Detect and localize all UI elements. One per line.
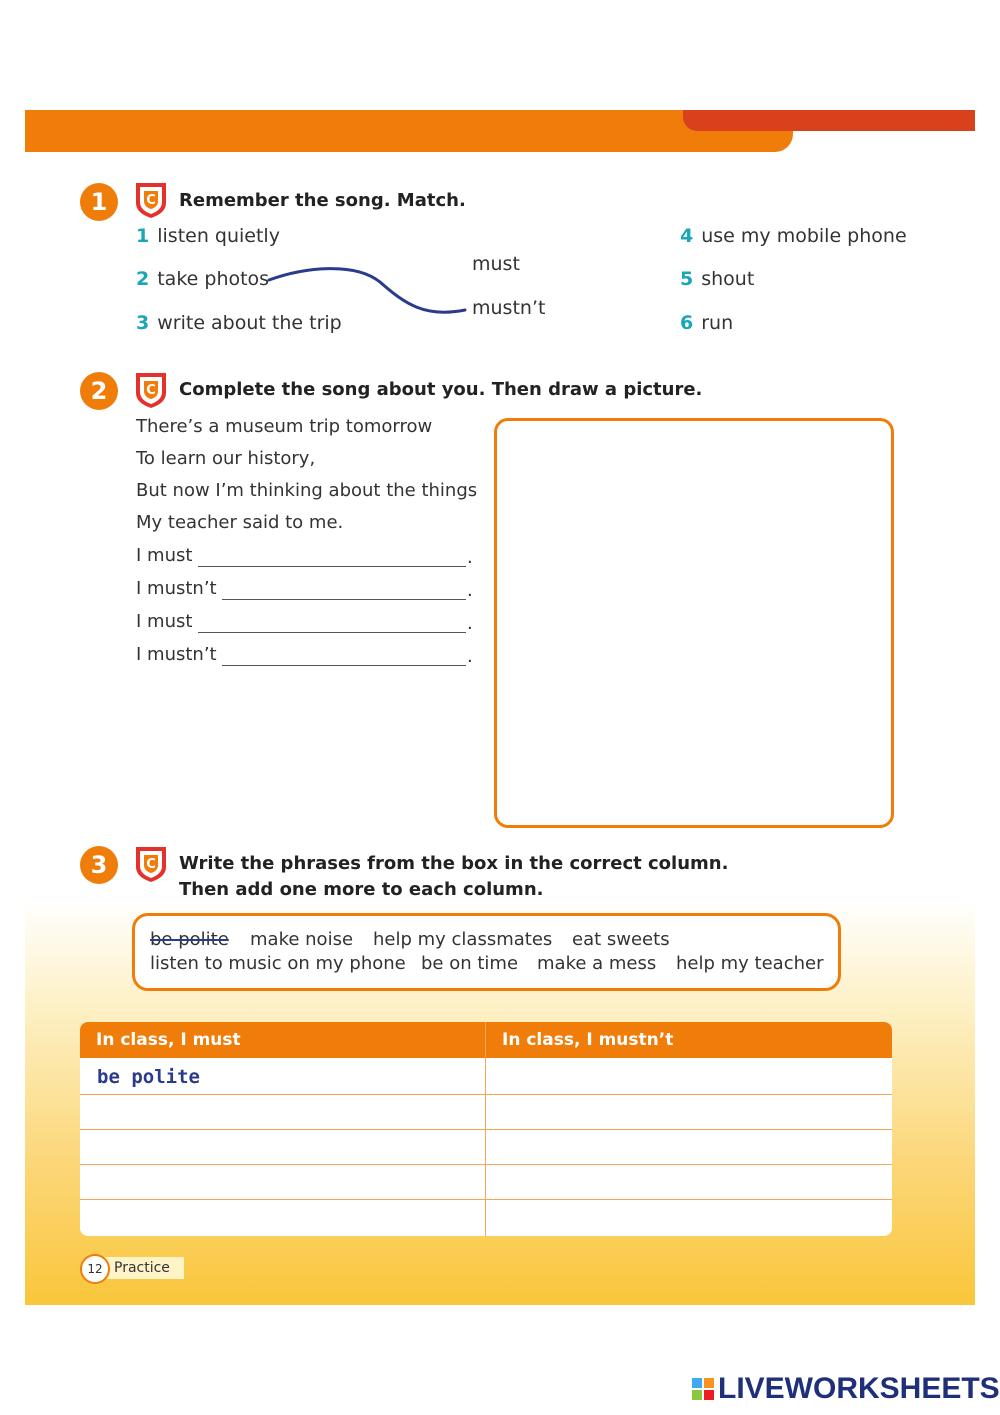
- header-bar: [25, 110, 793, 152]
- match-target-must[interactable]: must: [472, 253, 520, 275]
- table-header: [80, 1022, 892, 1058]
- item-number: 5: [680, 268, 694, 290]
- row-divider: [80, 1094, 892, 1095]
- drawing-box[interactable]: [494, 418, 894, 828]
- song-line: There’s a museum trip tomorrow: [136, 416, 433, 437]
- column-header-mustnt: In class, I mustn’t: [502, 1030, 674, 1050]
- row-divider: [80, 1164, 892, 1165]
- item-number: 6: [680, 312, 694, 334]
- answer-blank[interactable]: [198, 632, 466, 633]
- table-cell-answer[interactable]: be polite: [97, 1066, 200, 1088]
- match-item-5[interactable]: [680, 268, 754, 290]
- item-number: 1: [136, 225, 150, 247]
- song-line: But now I’m thinking about the things: [136, 480, 478, 501]
- exercise-1-instruction: Remember the song. Match.: [179, 190, 466, 211]
- column-header-must: In class, I must: [96, 1030, 241, 1050]
- exercise-3-number: 3: [80, 846, 118, 884]
- phrase-item[interactable]: help my classmates: [373, 929, 553, 950]
- exercise-1-number: 1: [80, 183, 118, 221]
- exercise-2-number: 2: [80, 372, 118, 410]
- answer-blank[interactable]: [222, 665, 466, 666]
- match-item-2[interactable]: [136, 268, 269, 290]
- exercise-3-instruction-line-2: Then add one more to each column.: [179, 879, 544, 900]
- item-text: take photos: [157, 268, 270, 290]
- phrase-box: [132, 913, 841, 991]
- match-item-6[interactable]: [680, 312, 733, 334]
- song-line: To learn our history,: [136, 448, 316, 469]
- period: .: [467, 580, 473, 601]
- item-text: listen quietly: [157, 225, 280, 247]
- match-connector-line: [265, 262, 470, 322]
- period: .: [467, 646, 473, 667]
- exercise-2-instruction: Complete the song about you. Then draw a picture.: [179, 379, 703, 400]
- period: .: [467, 547, 473, 568]
- svg-text:C: C: [146, 383, 156, 398]
- phrase-item[interactable]: help my teacher: [676, 953, 824, 974]
- phrase-item[interactable]: be polite: [150, 929, 229, 950]
- liveworksheets-brand[interactable]: LIVEWORKSHEETS: [718, 1372, 1000, 1405]
- prompt-label: I mustn’t: [136, 578, 217, 599]
- item-number: 3: [136, 312, 150, 334]
- answer-blank[interactable]: [222, 599, 466, 600]
- row-divider: [80, 1199, 892, 1200]
- footer-label: Practice: [104, 1257, 184, 1279]
- page-number: 12: [80, 1254, 110, 1284]
- svg-text:C: C: [146, 857, 156, 872]
- item-text: run: [701, 312, 734, 334]
- item-text: shout: [701, 268, 755, 290]
- period: .: [467, 613, 473, 634]
- prompt-label: I must: [136, 545, 193, 566]
- match-item-1[interactable]: [136, 225, 280, 247]
- row-divider: [80, 1129, 892, 1130]
- exercise-3-instruction-line-1: Write the phrases from the box in the correct column.: [179, 853, 729, 874]
- phrase-item[interactable]: make noise: [250, 929, 354, 950]
- liveworksheets-logo-icon: [692, 1378, 714, 1400]
- item-text: write about the trip: [157, 312, 342, 334]
- prompt-label: I must: [136, 611, 193, 632]
- song-line: My teacher said to me.: [136, 512, 344, 533]
- match-target-mustnt[interactable]: mustn’t: [472, 297, 546, 319]
- shield-icon: [134, 181, 168, 219]
- shield-icon: [134, 845, 168, 883]
- phrase-item[interactable]: be on time: [421, 953, 519, 974]
- phrase-item[interactable]: make a mess: [537, 953, 657, 974]
- match-item-4[interactable]: [680, 225, 907, 247]
- shield-icon: [134, 371, 168, 409]
- item-number: 4: [680, 225, 694, 247]
- phrase-item[interactable]: eat sweets: [572, 929, 670, 950]
- prompt-label: I mustn’t: [136, 644, 217, 665]
- answer-table: [80, 1022, 892, 1236]
- phrase-item[interactable]: listen to music on my phone: [150, 953, 406, 974]
- item-text: use my mobile phone: [701, 225, 907, 247]
- header-accent: [683, 110, 975, 131]
- item-number: 2: [136, 268, 150, 290]
- answer-blank[interactable]: [198, 566, 466, 567]
- svg-text:C: C: [146, 193, 156, 208]
